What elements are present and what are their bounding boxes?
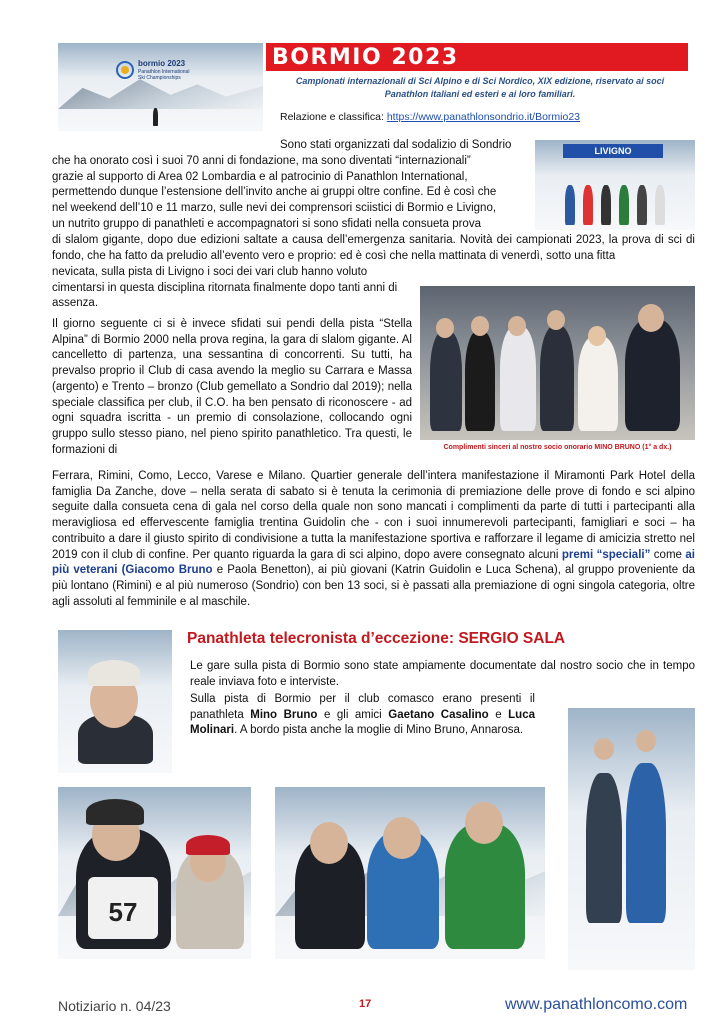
footer-issue: Notiziario n. 04/23 [58, 998, 171, 1014]
article-block-1d [52, 265, 412, 312]
sergio-sala-photo [58, 630, 172, 773]
article-p1e: nel weekend dell’10 e 11 marzo, sulle nevi dei comprensori sciistici di Bormio e Livigno, [52, 202, 497, 215]
three-friends-photo [275, 787, 545, 959]
relazione-line [280, 111, 580, 123]
article-block-1 [280, 138, 530, 154]
article-p1g: di slalom gigante, dopo due edizioni saltate a causa dell’emergenza sanitaria. Novità dei campionati 2023, la prova di sci di fondo, che ha fatto da preludio all’evento vero e proprio: ed è così che nella mattinata di venerdì, sotto una fitta [52, 234, 695, 262]
award-ceremony-photo [420, 286, 695, 440]
livigno-photo [535, 140, 695, 230]
premi-speciali: premi “speciali” [561, 548, 651, 561]
veterani: ai più veterani (Giacomo Bruno [52, 548, 695, 577]
article-block-2 [52, 317, 412, 458]
article-p3b: e Paola Benetton), ai più giovani (Katrin Guidolin e Luca Schena), al gruppo proveniente da più lontano (Rimini) e al più numeroso (Sondrio) con ben 13 soci, si è passati alla premiazione di ogni singola categoria, oltre agli assoluti al femminile e al maschile. [52, 564, 695, 608]
article-p1b: che ha onorato così i suoi 70 anni di fondazione, ma sono diventati “internazionali” [52, 155, 471, 167]
article-p1c: grazie al supporto di Area 02 Lombardia e al patrocinio di Panathlon International, [52, 170, 468, 183]
logo-name: bormio 2023 [138, 59, 186, 68]
article-p1f: un nutrito gruppo di panathleti e accompagnatori si sono sfidati nella consueta prova [52, 217, 481, 230]
logo-line2: Panathlon International [138, 69, 190, 75]
section2-p2c: e [488, 708, 509, 721]
relazione-label: Relazione e classifica: [280, 111, 384, 123]
relazione-link[interactable]: https://www.panathlonsondrio.it/Bormio23 [386, 111, 581, 123]
section2-p2-text [190, 692, 535, 739]
article-block-1c [52, 233, 695, 264]
article-p3-come: come [650, 548, 686, 561]
page-title: BORMIO 2023 [272, 45, 459, 70]
section2-p2d: . A bordo pista anche la moglie di Mino Bruno, Annarosa. [234, 724, 524, 737]
name-luca-molinari: Luca Molinari [190, 708, 535, 737]
section2-p2b: e gli amici [317, 708, 389, 721]
article-block-3 [52, 469, 695, 610]
article-p3a: Ferrara, Rimini, Como, Lecco, Varese e Milano. Quartier generale dell’intera manifestazione il Miramonti Park Hotel della famiglia Da Zanche, dove – nella serata di sabato si è tenuta la cerimonia di premiazione delle prove di fondo e sci alpino seguite dalla consueta cena di gala nel corso della quale non sono mancati i complimenti da parte di tutti i partecipanti alla meravigliosa ed effervescente famiglia trentina Guidolin che - con i suoi innumerevoli partecipanti, famigliari e soci – ha contribuito a dare il giusto spirito di condivisione a tutta la manifestazione sportiva e rafforzare il legame di amicizia stretto nel 2019 con il club di confine. Per quanto riguarda la gara di sci alpino, dopo avere consegnato alcuni [52, 470, 695, 561]
footer-website[interactable]: www.panathloncomo.com [505, 996, 688, 1013]
header-photo [58, 43, 263, 131]
article-block-1b [52, 154, 527, 233]
article-p3 [52, 469, 695, 610]
name-mino-bruno: Mino Bruno [250, 708, 318, 721]
article-p2: Il giorno seguente ci si è invece sfidati sui pendi della pista “Stella Alpina” di Bormio 2000 nella prova regina, la gara di slalom gigante. Al cancelletto di partenza, una sessantina di concorrenti. Su tutti, ha prevalso proprio il Club di casa avendo la meglio su Carrara e Massa (argento) e Trento – bronzo (Club gemellato a Sondrio dal 2019); nella speciale classifica per club, il C.O. ha ben pensato di riconoscere - ad ogni squadra iscritta - un premio di consolazione, collocando ogni gruppo sullo stesso piano, nel pieno spirito panathletico. Tra questi, le formazioni di [52, 318, 412, 456]
logo-line3: Ski Championships [138, 75, 181, 81]
section2-p2a: Sulla pista di Bormio per il club comasco erano presenti il panathleta [190, 693, 535, 721]
section2-heading: Panathleta telecronista d’eccezione: SERGIO SALA [187, 630, 566, 647]
page-number: 17 [359, 998, 372, 1010]
section2-p1-text: Le gare sulla pista di Bormio sono state ampiamente documentate dal nostro socio che in tempo reale inviava foto e interviste. [190, 660, 695, 688]
subtitle: Campionati internazionali di Sci Alpino e di Sci Nordico, XIX edizione, riservato ai soci Panathlon italiani ed esteri e ai loro familiari. [295, 76, 665, 99]
logo-icon [116, 61, 134, 79]
slope-couple-photo [568, 708, 695, 970]
name-gaetano-casalino: Gaetano Casalino [388, 708, 489, 721]
section2-p1 [190, 659, 695, 690]
article-p1a: Sono stati organizzati dal sodalizio di Sondrio [280, 139, 512, 151]
article-p1d: permettendo dunque l’estensione dell’invito anche ai gruppi oltre confine. Ed è così che [52, 186, 497, 199]
section2-p2 [190, 692, 535, 739]
bormio-logo [98, 53, 188, 93]
bib-57-photo [58, 787, 251, 959]
bib-number: 57 [88, 877, 158, 939]
photo-caption: Complimenti sinceri al nostro socio onorario MINO BRUNO (1° a dx.) [443, 444, 672, 451]
article-p1h: nevicata, sulla pista di Livigno i soci dei vari club hanno voluto cimentarsi in questa disciplina ritornata finalmente dopo tanti anni di assenza. [52, 266, 398, 310]
livigno-banner: LIVIGNO [563, 144, 663, 158]
